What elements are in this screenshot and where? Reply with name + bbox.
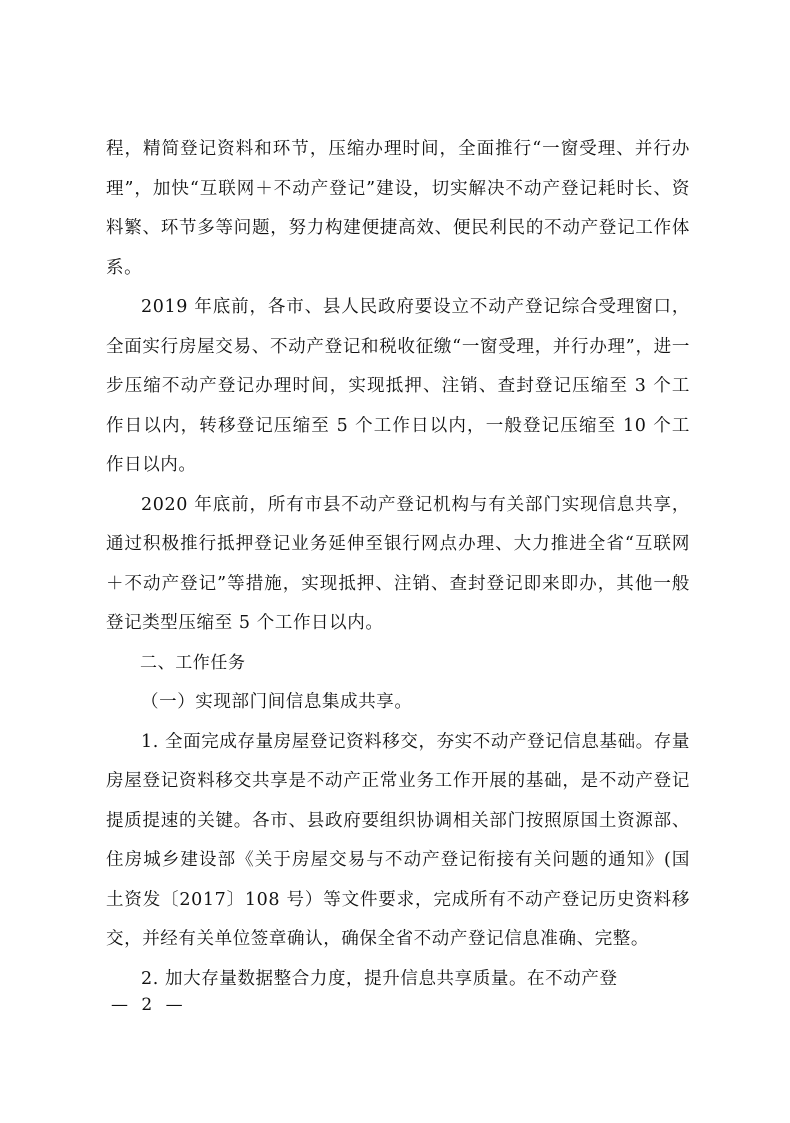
subsection-heading: （一）实现部门间信息集成共享。 xyxy=(141,692,413,712)
task-item-2: 2. 加大存量数据整合力度，提升信息共享质量。在不动产登 xyxy=(141,968,618,989)
paragraph-continuation: 程，精简登记资料和环节，压缩办理时间，全面推行“一窗受理、并行办理”，加快“互联网＋不动产登记”建设，切实解决不动产登记耗时长、资料繁、环节多等问题，努力构建便捷高效、便民利民的不动产登记工作体系。 xyxy=(106,139,690,278)
task-item-1: 1. 全面完成存量房屋登记资料移交，夯实不动产登记信息基础。存量房屋登记资料移交共享是不动产正常业务工作开展的基础，是不动产登记提质提速的关键。各市、县政府要组织协调相关部门按照原国土资源部、住房城乡建设部《关于房屋交易与不动产登记衔接有关问题的通知》(国土资发〔2017〕108 号）等文件要求，完成所有不动产登记历史资料移交，并经有关单位签章确认，确保全省不动产登记信息准确、完整。 xyxy=(106,731,690,949)
section-heading: 二、工作任务 xyxy=(140,652,246,673)
paragraph-2019-target: 2019 年底前，各市、县人民政府要设立不动产登记综合受理窗口，全面实行房屋交易、不动产登记和税收征缴“一窗受理，并行办理”，进一步压缩不动产登记办理时间，实现抵押、注销、查封登记压缩至 3 个工作日以内，转移登记压缩至 5 个工作日以内，一般登记压缩至 10 个工作日以内。 xyxy=(106,297,690,475)
page-number: — 2 — xyxy=(111,995,187,1015)
paragraph-2020-target: 2020 年底前，所有市县不动产登记机构与有关部门实现信息共享，通过积极推行抵押登记业务延伸至银行网点办理、大力推进全省“互联网＋不动产登记”等措施，实现抵押、注销、查封登记即来即办，其他一般登记类型压缩至 5 个工作日以内。 xyxy=(106,494,690,633)
document-body xyxy=(106,130,690,999)
